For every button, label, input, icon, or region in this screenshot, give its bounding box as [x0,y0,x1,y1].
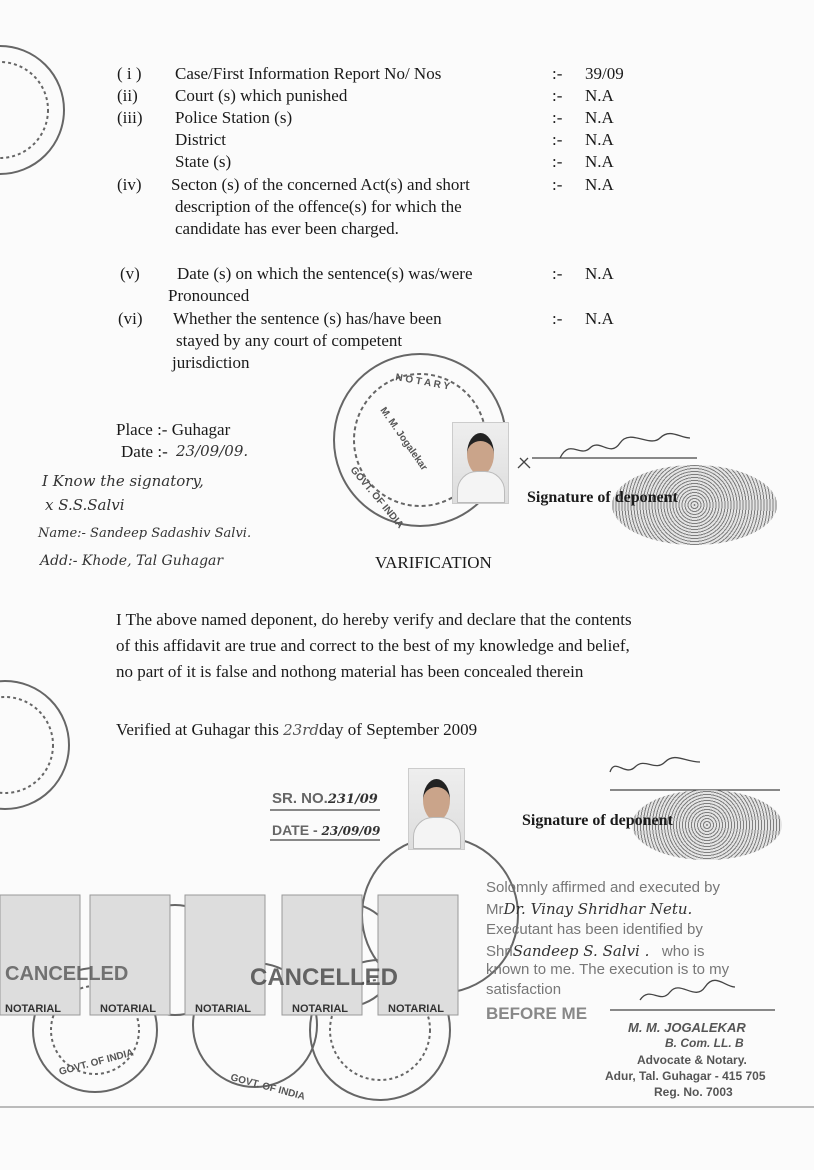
row-label: Police Station (s) [175,108,293,127]
row-label: Secton (s) of the concerned Act(s) and short [171,175,470,194]
date-handwritten: 23/09/09. [176,442,249,460]
row-label: Court (s) which punished [175,86,348,105]
row-label: stayed by any court of competent [176,331,403,350]
row-num: (iii) [117,108,143,127]
row-value: N.A [585,108,614,127]
svg-text:CANCELLED: CANCELLED [250,964,398,991]
row-sep: :- [552,108,563,127]
svg-text:NOTARIAL: NOTARIAL [388,1003,445,1015]
svg-text:N O T A R Y: N O T A R Y [394,372,451,393]
row-num: (v) [120,264,140,283]
row-label: Whether the sentence (s) has/have been [173,309,442,328]
identifier-line: x S.S.Salvi [45,496,125,514]
row-label: candidate has ever been charged. [175,219,399,238]
row-sep: :- [552,264,563,283]
svg-text:GOVT. OF INDIA: GOVT. OF INDIA [57,1047,135,1078]
row-sep: :- [552,86,563,105]
place: Place :- Guhagar [116,420,231,439]
svg-text:NOTARIAL: NOTARIAL [5,1003,62,1015]
notary-degree: B. Com. LL. B [665,1036,744,1050]
row-sep: :- [552,130,563,149]
sr-no: SR. NO.231/09 [272,790,378,807]
svg-text:CANCELLED: CANCELLED [5,963,129,985]
notary-seal-top-left [0,46,64,174]
row-value: N.A [585,175,614,194]
row-sep: :- [552,309,563,328]
verified-text: Verified at Guhagar this 23rdday of September 2009 [116,720,478,739]
notary-line: MrDr. Vinay Shridhar Netu. [486,900,693,918]
row-label: District [175,130,226,149]
row-sep: :- [552,175,563,194]
svg-text:NOTARIAL: NOTARIAL [195,1003,252,1015]
row-sep: :- [552,152,563,171]
deponent-photo-top [452,422,509,504]
svg-text:NOTARIAL: NOTARIAL [100,1003,157,1015]
identifier-line: Add:- Khode, Tal Guhagar [40,553,224,569]
notary-address: Adur, Tal. Guhagar - 415 705 [605,1069,766,1083]
before-me: BEFORE ME [486,1004,588,1023]
row-label: Date (s) on which the sentence(s) was/were [177,264,473,283]
row-value: N.A [585,309,614,328]
row-sep: :- [552,64,563,83]
deponent-photo-bottom [408,768,465,850]
notary-line: Solomnly affirmed and executed by [486,879,721,896]
notary-reg: Reg. No. 7003 [654,1085,733,1099]
notary-title: Advocate & Notary. [637,1053,747,1067]
row-value: 39/09 [585,64,624,83]
notary-line: satisfaction [486,981,562,998]
row-value: N.A [585,264,614,283]
identifier-line: Name:- Sandeep Sadashiv Salvi. [38,526,252,541]
verification-line: no part of it is false and nothong material has been concealed therein [116,662,584,681]
svg-text:NOTARIAL: NOTARIAL [292,1003,349,1015]
verification-line: of this affidavit are true and correct to the best of my knowledge and belief, [116,636,630,655]
row-label: description of the offence(s) for which the [175,197,462,216]
row-label: State (s) [175,152,232,171]
row-label: Pronounced [168,286,250,305]
notary-seal-mid-left [0,681,69,809]
verification-title: VARIFICATION [375,553,492,572]
row-num: (vi) [118,309,143,328]
notary-line: Executant has been identified by [486,921,703,938]
notary-line: ShriSandeep S. Salvi . who is [486,942,705,960]
row-label: Case/First Information Report No/ Nos [175,64,442,83]
sr-date: DATE - 23/09/09 [272,822,381,838]
signature-label: Signature of deponent [527,489,678,506]
identifier-line: I Know the signatory, [42,472,204,490]
row-num: ( i ) [117,64,142,83]
verification-line: I The above named deponent, do hereby verify and declare that the contents [116,610,632,629]
row-value: N.A [585,130,614,149]
svg-text:GOVT. OF INDIA: GOVT. OF INDIA [229,1072,307,1103]
svg-text:GOVT. OF INDIA: GOVT. OF INDIA [347,464,406,531]
row-value: N.A [585,86,614,105]
notary-name: M. M. JOGALEKAR [628,1020,746,1035]
svg-text:M. M. Jogalekar: M. M. Jogalekar [377,405,430,473]
row-value: N.A [585,152,614,171]
row-num: (iv) [117,175,142,194]
row-num: (ii) [117,86,138,105]
signature-label: Signature of deponent [522,812,673,829]
notary-line: known to me. The execution is to my [486,961,730,978]
date-label: Date :- [121,442,168,461]
page-edge-divider [0,1106,814,1108]
row-label: jurisdiction [172,353,250,372]
revenue-stamps-strip [0,895,458,1015]
